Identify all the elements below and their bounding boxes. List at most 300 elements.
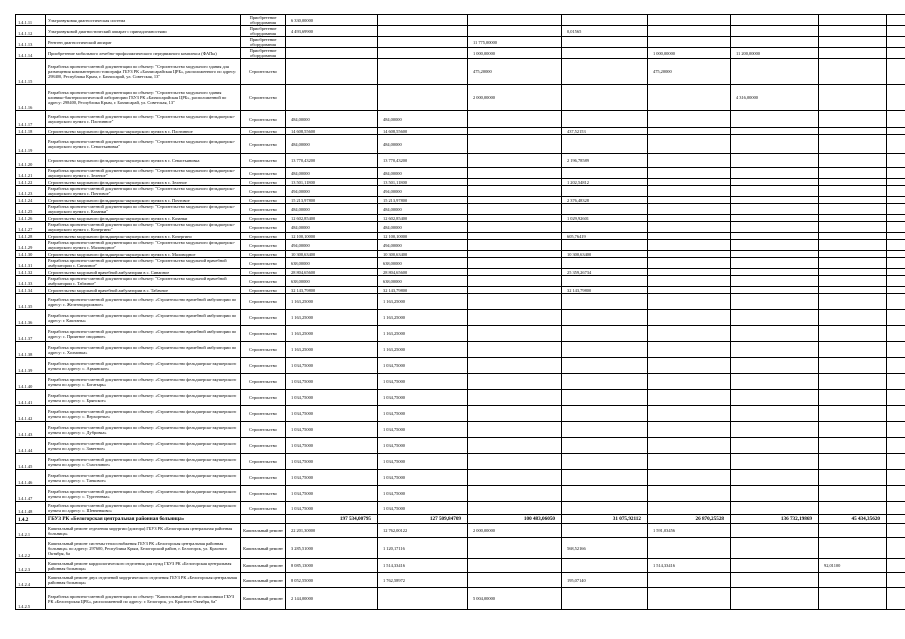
row-empty-cell: [887, 15, 905, 26]
row-value-cell-c3: [468, 502, 562, 515]
row-value-cell-c7: [819, 215, 887, 222]
row-value-cell-c3: 2 000,00000: [468, 524, 562, 538]
row-code-cell: 1.4.2: [16, 515, 46, 524]
spreadsheet: [15, 14, 893, 610]
row-value-cell-c1: 638,00000: [286, 276, 378, 287]
row-value-cell-c7: [819, 59, 887, 85]
row-value-cell-c4: [562, 135, 648, 154]
row-value-cell-c5: [648, 135, 731, 154]
row-code-cell: 1.4.1.12: [16, 26, 46, 37]
row-value-cell-c3: [468, 204, 562, 215]
row-type-cell: Строительство: [241, 135, 286, 154]
row-code-cell: 1.4.1.25: [16, 204, 46, 215]
row-value-cell-c6: [731, 390, 819, 406]
row-value-cell-c2: [378, 588, 468, 610]
row-value-cell-c6: [731, 128, 819, 135]
row-name-cell: Строительство модульного фельдшерско-акушерского пункта в с. Севастьяновка: [46, 154, 241, 168]
row-value-cell-c3: [468, 454, 562, 470]
row-value-cell-c5: [648, 538, 731, 559]
row-value-cell-c5: [648, 186, 731, 197]
table-row: [16, 85, 905, 111]
row-name-cell: Разработка проектно-сметной документации по объекту: "Строительство модульного фельдшерско-акушерского пункта с. Севастьяновка": [46, 135, 241, 154]
row-value-cell-c3: [468, 390, 562, 406]
row-value-cell-c7: [819, 454, 887, 470]
table-row: [16, 438, 905, 454]
row-value-cell-c3: [468, 269, 562, 276]
row-type-cell: Строительство: [241, 233, 286, 240]
row-type-cell: Строительство: [241, 287, 286, 294]
row-value-cell-c7: [819, 502, 887, 515]
row-name-cell: Ультразвуковой диагностический аппарат с принадлежностями: [46, 26, 241, 37]
row-value-cell-c3: 11 775,00000: [468, 37, 562, 48]
row-code-cell: 1.4.1.17: [16, 111, 46, 128]
row-value-cell-c6: [731, 135, 819, 154]
row-value-cell-c7: [819, 26, 887, 37]
row-code-cell: 1.4.1.20: [16, 154, 46, 168]
row-value-cell-c5: 1 000,00000: [648, 48, 731, 59]
row-value-cell-c4: [562, 524, 648, 538]
row-value-cell-c1: 12 602,85400: [286, 215, 378, 222]
row-value-cell-c3: [468, 233, 562, 240]
row-value-cell-c5: [648, 326, 731, 342]
row-value-cell-c4: [562, 559, 648, 573]
row-value-cell-c1: 1 034,75000: [286, 422, 378, 438]
row-value-cell-c3: [468, 342, 562, 358]
row-value-cell-c6: [731, 233, 819, 240]
row-value-cell-c1: 197 534,00795: [286, 515, 378, 524]
row-value-cell-c7: [819, 486, 887, 502]
row-value-cell-c1: 6 330,00000: [286, 15, 378, 26]
row-value-cell-c6: [731, 204, 819, 215]
row-value-cell-c1: 1 034,75000: [286, 502, 378, 515]
row-code-cell: 1.4.1.47: [16, 486, 46, 502]
row-value-cell-c4: 32 143,79800: [562, 287, 648, 294]
row-name-cell: Разработка проектно-сметной документации по объекту: "Строительство модульного фельдшерско-акушерского пункта с. Маловидное": [46, 240, 241, 251]
row-value-cell-c2: 12 602,85400: [378, 215, 468, 222]
table-row: [16, 251, 905, 258]
table-row: [16, 168, 905, 179]
row-name-cell: Разработка проектно-сметной документации по объекту: "Строительство модульного фельдшерско-акушерского пункта с. Зеленое": [46, 168, 241, 179]
row-type-cell: Строительство: [241, 310, 286, 326]
row-value-cell-c5: [648, 197, 731, 204]
row-value-cell-c4: [562, 204, 648, 215]
row-value-cell-c1: 1 034,75000: [286, 470, 378, 486]
row-value-cell-c7: [819, 204, 887, 215]
table-row: [16, 37, 905, 48]
table-row: [16, 406, 905, 422]
row-value-cell-c3: [468, 258, 562, 269]
row-value-cell-c4: [562, 85, 648, 111]
row-empty-cell: [887, 422, 905, 438]
row-value-cell-c3: [468, 154, 562, 168]
row-value-cell-c2: 1 034,75000: [378, 438, 468, 454]
row-value-cell-c2: 127 509,84709: [378, 515, 468, 524]
table-row: [16, 154, 905, 168]
row-type-cell: Строительство: [241, 251, 286, 258]
row-value-cell-c3: [468, 310, 562, 326]
row-value-cell-c1: 1 163,25000: [286, 326, 378, 342]
row-value-cell-c6: [731, 111, 819, 128]
row-value-cell-c1: 10 300,63400: [286, 251, 378, 258]
row-value-cell-c4: [562, 222, 648, 233]
row-empty-cell: [887, 406, 905, 422]
row-value-cell-c7: [819, 310, 887, 326]
row-value-cell-c7: [819, 358, 887, 374]
row-value-cell-c7: [819, 588, 887, 610]
row-value-cell-c6: [731, 342, 819, 358]
row-empty-cell: [887, 59, 905, 85]
row-value-cell-c6: [731, 269, 819, 276]
row-code-cell: 1.4.1.37: [16, 326, 46, 342]
row-name-cell: Разработка проектно-сметной документации по объекту: "Строительство модульного фельдшерско-акушерского пункта с. Плотинное": [46, 111, 241, 128]
row-empty-cell: [887, 588, 905, 610]
row-value-cell-c7: [819, 85, 887, 111]
row-value-cell-c1: 638,00000: [286, 258, 378, 269]
row-empty-cell: [887, 524, 905, 538]
row-empty-cell: [887, 390, 905, 406]
table-row: [16, 524, 905, 538]
row-empty-cell: [887, 186, 905, 197]
row-value-cell-c2: 1 034,75000: [378, 486, 468, 502]
row-value-cell-c7: [819, 294, 887, 310]
row-type-cell: Строительство: [241, 422, 286, 438]
row-value-cell-c4: [562, 186, 648, 197]
row-code-cell: 1.4.1.28: [16, 233, 46, 240]
row-value-cell-c6: [731, 559, 819, 573]
table-row: [16, 240, 905, 251]
row-value-cell-c6: [731, 486, 819, 502]
row-value-cell-c1: 484,00000: [286, 111, 378, 128]
table-row: [16, 422, 905, 438]
row-value-cell-c7: [819, 287, 887, 294]
row-value-cell-c7: [819, 326, 887, 342]
row-value-cell-c5: [648, 374, 731, 390]
table-row: [16, 26, 905, 37]
row-value-cell-c4: [562, 168, 648, 179]
row-value-cell-c3: [468, 186, 562, 197]
row-code-cell: 1.4.1.44: [16, 438, 46, 454]
row-value-cell-c4: [562, 406, 648, 422]
row-value-cell-c5: [648, 342, 731, 358]
table-row: [16, 135, 905, 154]
row-value-cell-c7: [819, 573, 887, 588]
row-value-cell-c4: [562, 390, 648, 406]
row-type-cell: Строительство: [241, 454, 286, 470]
row-value-cell-c4: [562, 59, 648, 85]
row-value-cell-c2: 484,00000: [378, 222, 468, 233]
row-type-cell: Строительство: [241, 374, 286, 390]
row-value-cell-c5: [648, 269, 731, 276]
row-value-cell-c2: [378, 85, 468, 111]
row-value-cell-c1: 32 143,79800: [286, 287, 378, 294]
row-empty-cell: [887, 179, 905, 186]
row-empty-cell: [887, 269, 905, 276]
row-value-cell-c1: [286, 85, 378, 111]
row-value-cell-c1: 4 493,69900: [286, 26, 378, 37]
row-empty-cell: [887, 310, 905, 326]
row-code-cell: 1.4.1.29: [16, 240, 46, 251]
row-type-cell: Капитальный ремонт: [241, 524, 286, 538]
row-value-cell-c1: [286, 59, 378, 85]
row-value-cell-c6: [731, 154, 819, 168]
row-type-cell: Строительство: [241, 258, 286, 269]
row-type-cell: Капитальный ремонт: [241, 559, 286, 573]
row-empty-cell: [887, 470, 905, 486]
row-name-cell: Строительство модульного фельдшерско-акушерского пункта в с. Казанки: [46, 215, 241, 222]
table-row: [16, 515, 905, 524]
table-row: [16, 215, 905, 222]
row-value-cell-c4: [562, 486, 648, 502]
row-value-cell-c5: 475,20000: [648, 59, 731, 85]
row-value-cell-c1: 1 034,75000: [286, 438, 378, 454]
row-name-cell: Разработка проектно-сметной документации по объекту: «Строительство врачебной амбулатории по адресу: с. Приятное свидание»: [46, 326, 241, 342]
row-code-cell: 1.4.1.40: [16, 374, 46, 390]
row-value-cell-c7: [819, 48, 887, 59]
row-type-cell: Строительство: [241, 128, 286, 135]
row-value-cell-c7: [819, 269, 887, 276]
row-empty-cell: [887, 197, 905, 204]
row-type-cell: Капитальный ремонт: [241, 573, 286, 588]
row-value-cell-c4: [562, 502, 648, 515]
table-row: [16, 204, 905, 215]
row-value-cell-c1: 1 034,75000: [286, 406, 378, 422]
row-code-cell: 1.4.1.33: [16, 276, 46, 287]
row-name-cell: Строительство модульной врачебной амбулатории в с. Синапное: [46, 269, 241, 276]
row-value-cell-c5: 1 514,33416: [648, 559, 731, 573]
row-type-cell: Строительство: [241, 326, 286, 342]
row-value-cell-c2: 12 100,10000: [378, 233, 468, 240]
row-value-cell-c7: [819, 258, 887, 269]
table-row: [16, 197, 905, 204]
table-row: [16, 222, 905, 233]
row-empty-cell: [887, 26, 905, 37]
row-value-cell-c2: 484,00000: [378, 135, 468, 154]
row-code-cell: 1.4.1.46: [16, 470, 46, 486]
row-value-cell-c4: [562, 258, 648, 269]
row-type-cell: Строительство: [241, 294, 286, 310]
row-name-cell: ГБУЗ РК «Белогорская центральная районная больница»: [46, 515, 241, 524]
row-value-cell-c4: [562, 454, 648, 470]
table-row: [16, 502, 905, 515]
table-row: [16, 310, 905, 326]
row-value-cell-c4: [562, 358, 648, 374]
row-value-cell-c5: 26 870,25528: [648, 515, 731, 524]
row-code-cell: 1.4.1.32: [16, 269, 46, 276]
row-value-cell-c7: [819, 186, 887, 197]
row-value-cell-c3: [468, 573, 562, 588]
row-code-cell: 1.4.1.48: [16, 502, 46, 515]
table-row: [16, 486, 905, 502]
row-value-cell-c5: [648, 26, 731, 37]
row-value-cell-c6: [731, 240, 819, 251]
table-row: [16, 233, 905, 240]
row-value-cell-c7: [819, 111, 887, 128]
row-value-cell-c6: [731, 374, 819, 390]
row-value-cell-c5: [648, 294, 731, 310]
row-code-cell: 1.4.1.45: [16, 454, 46, 470]
row-value-cell-c4: [562, 240, 648, 251]
table-row: [16, 258, 905, 269]
row-value-cell-c6: [731, 326, 819, 342]
row-value-cell-c1: 12 100,10000: [286, 233, 378, 240]
table-row: [16, 538, 905, 559]
row-value-cell-c7: [819, 438, 887, 454]
row-code-cell: 1.4.1.27: [16, 222, 46, 233]
row-value-cell-c4: 0,01565: [562, 26, 648, 37]
row-value-cell-c5: [648, 470, 731, 486]
table-row: [16, 111, 905, 128]
row-type-cell: Капитальный ремонт: [241, 588, 286, 610]
row-value-cell-c1: 1 163,25000: [286, 342, 378, 358]
row-value-cell-c2: 13 770,43200: [378, 154, 468, 168]
row-code-cell: 1.4.2.3: [16, 559, 46, 573]
row-name-cell: Капитальный ремонт системы теплоснабжения ГБУЗ РК «Белогорская центральная районная больница» по адресу: 297600, Республика Крым, Белогорский район, г. Белогорск, ул. Красного Октября, 6a: [46, 538, 241, 559]
row-type-cell: Строительство: [241, 269, 286, 276]
row-value-cell-c6: [731, 222, 819, 233]
row-value-cell-c4: [562, 342, 648, 358]
row-value-cell-c3: [468, 215, 562, 222]
row-empty-cell: [887, 233, 905, 240]
row-empty-cell: [887, 287, 905, 294]
row-code-cell: 1.4.1.43: [16, 422, 46, 438]
row-type-cell: Строительство: [241, 186, 286, 197]
row-value-cell-c6: [731, 422, 819, 438]
row-value-cell-c1: 13 770,43200: [286, 154, 378, 168]
row-name-cell: Рентген диагностический аппарат: [46, 37, 241, 48]
row-value-cell-c6: [731, 168, 819, 179]
row-value-cell-c3: [468, 438, 562, 454]
row-name-cell: Разработка проектно-сметной документации по объекту: "Строительство модульной врачебной амбулатории с. Табачное": [46, 276, 241, 287]
row-name-cell: Разработка проектно-сметной документации по объекту: «Строительство фельдшерско-акушерского пункта по адресу: с. Танковое»: [46, 470, 241, 486]
table-row: [16, 186, 905, 197]
row-value-cell-c3: [468, 251, 562, 258]
row-value-cell-c3: [468, 111, 562, 128]
row-empty-cell: [887, 135, 905, 154]
table-row: [16, 48, 905, 59]
row-type-cell: Строительство: [241, 240, 286, 251]
row-empty-cell: [887, 454, 905, 470]
row-value-cell-c1: 8 052,55000: [286, 573, 378, 588]
table-row: [16, 588, 905, 610]
row-value-cell-c6: [731, 215, 819, 222]
row-value-cell-c7: [819, 240, 887, 251]
row-type-cell: Строительство: [241, 390, 286, 406]
row-value-cell-c2: 1 034,75000: [378, 502, 468, 515]
row-code-cell: 1.4.1.41: [16, 390, 46, 406]
row-name-cell: Разработка проектно-сметной документации по объекту: «Строительство фельдшерско-акушерского пункта по адресу: с. Тургеневка»: [46, 486, 241, 502]
row-type-cell: Строительство: [241, 168, 286, 179]
table-row: [16, 276, 905, 287]
row-value-cell-c4: [562, 422, 648, 438]
row-empty-cell: [887, 358, 905, 374]
row-empty-cell: [887, 222, 905, 233]
row-type-cell: Строительство: [241, 85, 286, 111]
row-value-cell-c2: 1 163,25000: [378, 310, 468, 326]
row-empty-cell: [887, 85, 905, 111]
row-value-cell-c1: 1 163,25000: [286, 294, 378, 310]
row-value-cell-c6: [731, 59, 819, 85]
row-value-cell-c1: 1 034,75000: [286, 390, 378, 406]
row-value-cell-c7: [819, 154, 887, 168]
row-value-cell-c3: 2 000,00000: [468, 85, 562, 111]
row-code-cell: 1.4.1.36: [16, 310, 46, 326]
row-type-cell: Строительство: [241, 215, 286, 222]
row-value-cell-c5: [648, 276, 731, 287]
row-value-cell-c6: [731, 276, 819, 287]
row-value-cell-c5: [648, 573, 731, 588]
row-value-cell-c7: [819, 390, 887, 406]
row-value-cell-c7: [819, 128, 887, 135]
row-empty-cell: [887, 374, 905, 390]
row-value-cell-c1: 3 285,51000: [286, 538, 378, 559]
row-value-cell-c3: [468, 538, 562, 559]
row-value-cell-c2: 32 143,79800: [378, 287, 468, 294]
row-code-cell: 1.4.1.15: [16, 59, 46, 85]
row-value-cell-c2: 14 608,55600: [378, 128, 468, 135]
row-value-cell-c6: [731, 251, 819, 258]
row-value-cell-c6: [731, 588, 819, 610]
row-value-cell-c2: 1 163,25000: [378, 326, 468, 342]
row-value-cell-c5: 1 591,03456: [648, 524, 731, 538]
row-value-cell-c3: [468, 374, 562, 390]
row-value-cell-c5: [648, 422, 731, 438]
row-value-cell-c3: [468, 358, 562, 374]
row-code-cell: 1.4.1.34: [16, 287, 46, 294]
row-value-cell-c4: 25 359,26734: [562, 269, 648, 276]
row-value-cell-c1: 484,00000: [286, 204, 378, 215]
table-row: [16, 59, 905, 85]
row-value-cell-c2: 28 804,65600: [378, 269, 468, 276]
row-value-cell-c3: 5 004,00000: [468, 588, 562, 610]
row-value-cell-c7: 92,01100: [819, 559, 887, 573]
row-name-cell: Капитальный ремонт отделения хирургии (доктора) ГБУЗ РК «Белогорская центральная районная больница»: [46, 524, 241, 538]
row-value-cell-c7: [819, 135, 887, 154]
row-value-cell-c3: [468, 276, 562, 287]
row-value-cell-c5: [648, 287, 731, 294]
row-value-cell-c2: 638,00000: [378, 276, 468, 287]
row-value-cell-c1: 1 163,25000: [286, 310, 378, 326]
row-value-cell-c6: [731, 470, 819, 486]
row-value-cell-c1: [286, 48, 378, 59]
row-type-cell: Строительство: [241, 406, 286, 422]
row-value-cell-c5: [648, 215, 731, 222]
row-value-cell-c2: [378, 26, 468, 37]
row-code-cell: 1.4.1.24: [16, 197, 46, 204]
row-value-cell-c2: 1 034,75000: [378, 422, 468, 438]
row-value-cell-c2: 1 034,75000: [378, 358, 468, 374]
row-value-cell-c5: [648, 310, 731, 326]
row-value-cell-c1: 14 608,55600: [286, 128, 378, 135]
row-value-cell-c2: [378, 48, 468, 59]
row-value-cell-c7: [819, 168, 887, 179]
row-code-cell: 1.4.1.39: [16, 358, 46, 374]
row-type-cell: Строительство: [241, 179, 286, 186]
row-value-cell-c3: 1 000,00000: [468, 48, 562, 59]
row-code-cell: 1.4.2.4: [16, 573, 46, 588]
row-value-cell-c4: [562, 470, 648, 486]
row-value-cell-c4: 2 196,78589: [562, 154, 648, 168]
table-row: [16, 573, 905, 588]
row-value-cell-c2: [378, 59, 468, 85]
row-name-cell: Капитальный ремонт двух отделений хирургического отделения ГБУЗ РК «Белогорская центральная районная больница»: [46, 573, 241, 588]
row-code-cell: 1.4.2.2: [16, 538, 46, 559]
row-code-cell: 1.4.1.31: [16, 258, 46, 269]
row-empty-cell: [887, 502, 905, 515]
row-value-cell-c5: [648, 204, 731, 215]
row-value-cell-c1: 484,00000: [286, 168, 378, 179]
row-value-cell-c6: 136 732,19869: [731, 515, 819, 524]
row-value-cell-c4: 2 376,48328: [562, 197, 648, 204]
